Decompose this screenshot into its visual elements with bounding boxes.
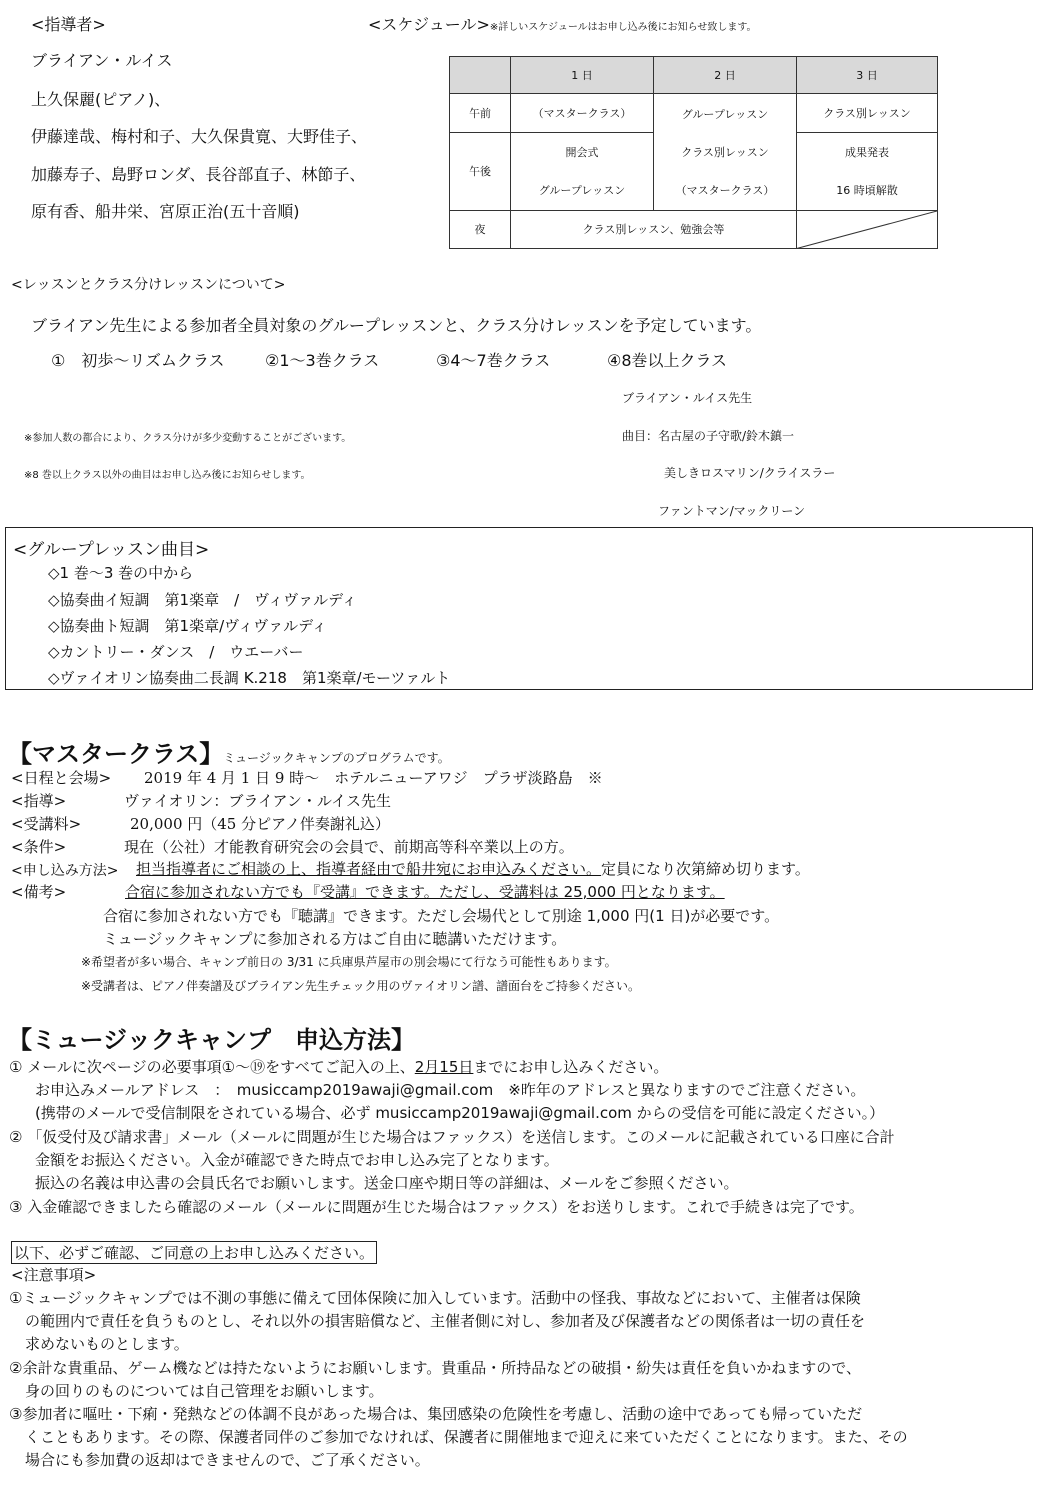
class-2: ②1～3巻クラス: [265, 351, 380, 370]
master-fee-label: <受講料>: [11, 815, 82, 833]
apply-step-2-c: 振込の名義は申込書の会員氏名でお願いします。送金口座や期日等の詳細は、メールをご参照ください。: [35, 1174, 739, 1192]
day-header: 1 日: [511, 57, 654, 94]
master-cond-label: <条件>: [11, 838, 67, 856]
cell-d3-night-empty: [797, 210, 938, 248]
apply-step-2: ② 「仮受付及び請求書」メール（メールに問題が生じた場合はファックス）を送信します。このメールに記載されている口座に合計: [9, 1128, 895, 1146]
cell-d2-pm2: （マスタークラス）: [675, 184, 775, 198]
cell-d1-pm1: 開会式: [565, 145, 599, 159]
cell-d3-pm: [797, 132, 938, 210]
caution-heading: <注意事項>: [11, 1266, 97, 1284]
master-apply-row: [136, 858, 810, 879]
group-pieces-box: [5, 527, 1033, 690]
schedule-heading: <スケジュール>: [368, 15, 490, 34]
cell-d2-pm1: クラス別レッスン: [681, 145, 769, 159]
schedule-note: ※詳しいスケジュールはお申し込み後にお知らせ致します。: [489, 22, 757, 33]
master-notes-label: <備考>: [11, 883, 67, 901]
master-date-label: <日程と会場>: [11, 769, 112, 787]
master-apply-label: <申し込み方法>: [11, 863, 119, 879]
master-apply-underlined: 担当指導者にご相談の上、指導者経由で船井宛にお申込みください。: [136, 860, 602, 878]
instructor-line: 上久保麗(ピアノ)、: [31, 90, 171, 109]
cell-d3-pm1: 成果発表: [845, 145, 889, 159]
row-label-pm: 午後: [450, 132, 511, 210]
caution-2a: ②余計な貴重品、ゲーム機などは持たないようにお願いします。貴重品・所持品などの破損・紛失は責任を負いかねますので、: [9, 1359, 861, 1377]
caution-3a: ③参加者に嘔吐・下痢・発熱などの体調不良があった場合は、集団感染の危険性を考慮し、活動の途中であっても帰っていただ: [9, 1405, 863, 1423]
cell-d1-pm2: グループレッスン: [538, 184, 626, 198]
instructors-heading: <指導者>: [31, 15, 106, 34]
apply-deadline: 2月15日: [414, 1058, 474, 1076]
instructor-line: 原有香、船井栄、宮原正治(五十音順): [31, 202, 300, 221]
lessons-note-2: ※8 巻以上クラス以外の曲目はお申し込み後にお知らせします。: [24, 470, 311, 481]
cell-d2-am: グループレッスン: [681, 107, 769, 121]
master-teacher-value: ヴァイオリン：ブライアン・ルイス先生: [124, 792, 392, 810]
lessons-intro: ブライアン先生による参加者全員対象のグループレッスンと、クラス分けレッスンを予定しています。: [31, 316, 762, 335]
master-apply-rest: 定員になり次第締め切ります。: [601, 860, 810, 878]
day-header: 2 日: [654, 57, 797, 94]
master-cond-value: 現在（公社）才能教育研究会の会員で、前期高等科卒業以上の方。: [124, 838, 574, 856]
group-piece: ◇協奏曲ト短調 第1楽章/ヴィヴァルディ: [48, 617, 327, 635]
lesson-teacher: ブライアン・ルイス先生: [622, 391, 753, 405]
row-label-am: 午前: [450, 94, 511, 132]
apply-step-2-b: 金額をお振込ください。入金が確認できた時点でお申し込み完了となります。: [35, 1151, 559, 1169]
cell-d3-am: クラス別レッスン: [797, 94, 938, 132]
master-note-4: ※希望者が多い場合、キャンプ前日の 3/31 に兵庫県芦屋市の別会場にて行なう可能性もあります。: [81, 955, 617, 969]
group-piece: ◇協奏曲イ短調 第1楽章 / ヴィヴァルディ: [48, 591, 357, 609]
instructor-line: ブライアン・ルイス: [31, 51, 173, 70]
master-note-5: ※受講者は、ピアノ伴奏譜及びブライアン先生チェック用のヴァイオリン譜、譜面台をご持参ください。: [81, 979, 641, 993]
diagonal-slash: [797, 211, 937, 248]
group-piece: ◇1 巻～3 巻の中から: [48, 564, 194, 582]
lessons-heading: <レッスンとクラス分けレッスンについて>: [11, 277, 286, 293]
cell-d1-pm: [511, 132, 654, 210]
caution-3c: 場合にも参加費の返却はできませんので、ご了承ください。: [25, 1451, 430, 1469]
cell-d2: [654, 94, 797, 210]
lessons-note-1: ※参加人数の都合により、クラス分けが多少変動することがございます。: [24, 433, 352, 444]
instructor-line: 加藤寿子、島野ロンダ、長谷部直子、林節子、: [31, 165, 366, 184]
lesson-piece-3: ファントマン/マックリーン: [658, 504, 806, 518]
instructor-line: 伊藤達哉、梅村和子、大久保貴寛、大野佳子、: [31, 127, 368, 146]
apply-step-1: [9, 1056, 668, 1077]
cell-night: クラス別レッスン、勉強会等: [511, 210, 797, 248]
master-title-row: [8, 734, 450, 769]
caution-1c: 求めないものとします。: [25, 1335, 189, 1353]
class-1: ① 初歩～リズムクラス: [51, 351, 225, 370]
caution-1b: の範囲内で責任を負うものとし、それ以外の損害賠償など、主催者側に対し、参加者及び保護者などの関係者は一切の責任を: [25, 1312, 866, 1330]
cell-d1-am: （マスタークラス）: [511, 94, 654, 132]
table-corner: [450, 57, 511, 94]
apply-title: 【ミュージックキャンプ 申込方法】: [8, 1026, 416, 1054]
apply-step-3: ③ 入金確認できましたら確認のメール（メールに問題が生じた場合はファックス）をお送りします。これで手続きは完了です。: [9, 1198, 864, 1216]
confirm-box: 以下、必ずご確認、ご同意の上お申し込みください。: [11, 1241, 377, 1264]
master-teacher-label: <指導>: [11, 792, 67, 810]
apply-step-1-a: ① メールに次ページの必要事項①～⑲をすべてご記入の上、: [9, 1058, 415, 1076]
master-note-2: 合宿に参加されない方でも『聴講』できます。ただし会場代として別途 1,000 円(1 日)が必要です。: [103, 907, 780, 925]
schedule-heading-row: [368, 12, 757, 35]
schedule-table: [449, 56, 938, 249]
master-note-3: ミュージックキャンプに参加される方はご自由に聴講いただけます。: [103, 930, 567, 948]
row-label-night: 夜: [450, 210, 511, 248]
group-piece: ◇カントリー・ダンス / ウエーバー: [48, 643, 304, 661]
caution-2b: 身の回りのものについては自己管理をお願いします。: [25, 1382, 384, 1400]
cell-d3-pm2: 16 時頃解散: [836, 184, 898, 198]
apply-mobile-note: (携帯のメールで受信制限をされている場合、必ず musiccamp2019awaji@gmail.com からの受信を可能に設定ください。）: [35, 1104, 885, 1122]
group-piece: ◇ヴァイオリン協奏曲二長調 K.218 第1楽章/モーツァルト: [48, 669, 451, 687]
master-title: 【マスタークラス】: [8, 740, 224, 768]
master-fee-value: 20,000 円（45 分ピアノ伴奏謝礼込）: [130, 815, 390, 833]
class-3: ③4～7巻クラス: [436, 351, 551, 370]
class-4: ④8巻以上クラス: [607, 351, 728, 370]
apply-step-1-c: までにお申し込みください。: [473, 1058, 669, 1076]
caution-1a: ①ミュージックキャンプでは不測の事態に備えて団体保険に加入しています。活動中の怪我、事故などにおいて、主催者は保険: [9, 1289, 861, 1307]
lesson-pieces: 曲目：名古屋の子守歌/鈴木鎮一: [622, 429, 795, 443]
group-pieces-heading: <グループレッスン曲目>: [13, 540, 210, 560]
apply-email-line: お申込みメールアドレス ： musiccamp2019awaji@gmail.com ※昨年のアドレスと異なりますのでご注意ください。: [35, 1081, 866, 1099]
lesson-piece-2: 美しきロスマリン/クライスラー: [664, 466, 836, 480]
master-date-value: 2019 年 4 月 1 日 9 時～ ホテルニューアワジ プラザ淡路島 ※: [144, 769, 603, 787]
caution-3b: くこともあります。その際、保護者同伴のご参加でなければ、保護者に開催地まで迎えに来ていただくことになります。また、その: [25, 1428, 908, 1446]
master-title-sub: ミュージックキャンプのプログラムです。: [223, 751, 450, 765]
day-header: 3 日: [797, 57, 938, 94]
master-note-1: 合宿に参加されない方でも『受講』できます。ただし、受講料は 25,000 円となります。: [125, 883, 725, 901]
